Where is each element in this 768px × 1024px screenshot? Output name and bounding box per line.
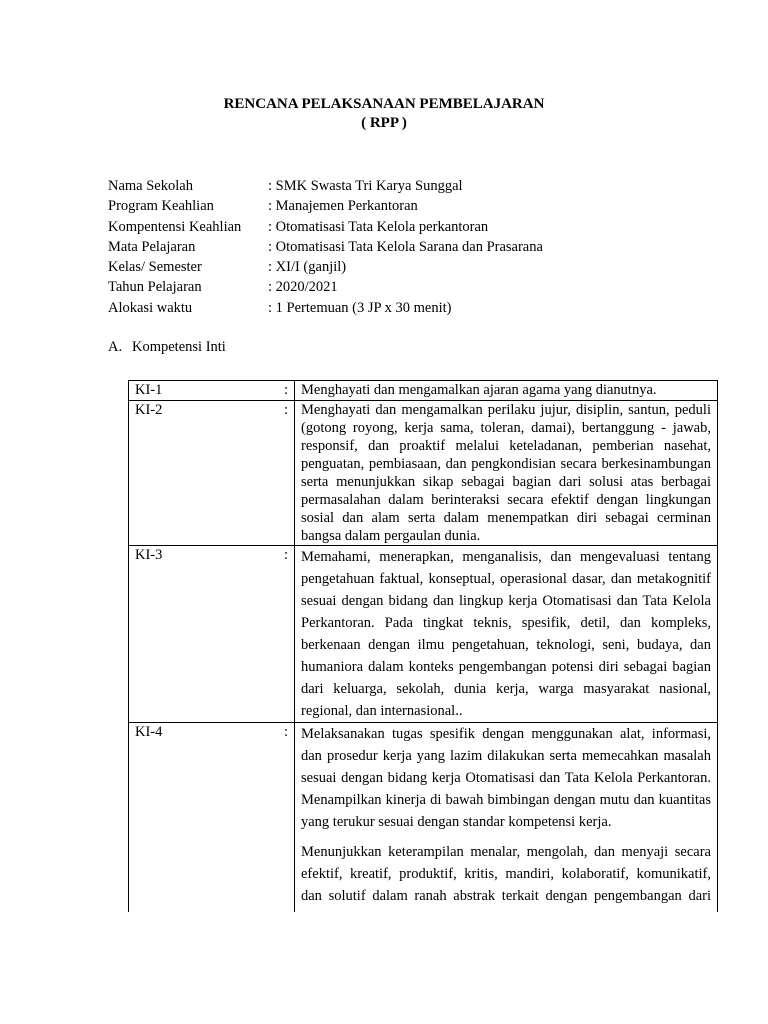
info-label: Alokasi waktu: [108, 299, 193, 316]
ki-code: KI-2: [135, 402, 163, 418]
info-value: : 2020/2021: [268, 279, 338, 296]
info-row-class: [108, 257, 543, 277]
ki-code-cell: [129, 381, 295, 401]
info-row-time: [108, 298, 543, 318]
info-value: : Otomatisasi Tata Kelola perkantoran: [268, 218, 489, 235]
info-label: Kelas/ Semester: [108, 259, 202, 276]
ki-description: [295, 401, 718, 546]
table-row: [129, 723, 718, 938]
info-row-school: [108, 176, 543, 196]
ki-code: KI-4: [135, 724, 163, 740]
ki-colon: :: [283, 382, 288, 398]
info-label: Mata Pelajaran: [108, 238, 196, 255]
ki-paragraph: Menghayati dan mengamalkan perilaku jujur, disiplin, santun, peduli (gotong royong, kerja sama, toleran, damai), bertanggung - jawab, responsif, dan proaktif melalui keteladanan, pemberian nasehat, penguatan, pembiasaan, dan pengkondisian secara berkesinambungan serta menunjukkan sikap sebagai bagian dari solusi atas berbagai permasalahan dalam berinteraksi secara efektif dengan lingkungan sosial dan alam serta dalam menempatkan diri sebagai cerminan bangsa dalam pergaulan dunia.: [301, 402, 711, 544]
table-row: [129, 401, 718, 546]
info-value: : Manajemen Perkantoran: [268, 198, 418, 215]
info-row-year: [108, 277, 543, 297]
ki-paragraph: Memahami, menerapkan, menganalisis, dan mengevaluasi tentang pengetahuan faktual, konseptual, operasional dasar, dan metakognitif sesuai dengan bidang dan lingkup kerja Otomatisasi dan Tata Kelola Perkantoran. Pada tingkat teknis, spesifik, detil, dan kompleks, berkenaan dengan ilmu pengetahuan, teknologi, seni, budaya, dan humaniora dalam konteks pengembangan potensi diri sebagai bagian dari keluarga, sekolah, dunia kerja, warga masyarakat nasional, regional, dan internasional..: [301, 549, 711, 719]
ki-description: [295, 546, 718, 723]
info-value: : 1 Pertemuan (3 JP x 30 menit): [268, 299, 452, 316]
section-number: A.: [108, 339, 123, 355]
info-label: Tahun Pelajaran: [108, 279, 202, 296]
document-subtitle: ( RPP ): [361, 115, 407, 131]
ki-paragraph: Menghayati dan mengamalkan ajaran agama yang dianutnya.: [301, 382, 657, 398]
ki-colon: :: [283, 724, 288, 740]
info-value: : SMK Swasta Tri Karya Sunggal: [268, 178, 463, 194]
info-row-competency: [108, 217, 543, 237]
ki-description: [295, 723, 718, 938]
page-bottom-margin: [0, 912, 768, 1024]
section-heading: [108, 339, 226, 356]
ki-colon: :: [283, 402, 288, 418]
info-label: Program Keahlian: [108, 198, 214, 215]
ki-code-cell: [129, 401, 295, 546]
info-row-subject: [108, 237, 543, 257]
info-row-program: [108, 196, 543, 216]
ki-paragraph: Menunjukkan keterampilan menalar, mengolah, dan menyaji secara efektif, kreatif, produktif, kritis, mandiri, kolaboratif, komunikatif, dan solutif dalam ranah abstrak terkait dengan pengembangan dari: [301, 844, 711, 904]
table-row: [129, 546, 718, 723]
document-title: RENCANA PELAKSANAAN PEMBELAJARAN: [223, 96, 545, 112]
info-label: Kompentensi Keahlian: [108, 218, 242, 235]
info-value: : XI/I (ganjil): [268, 259, 347, 276]
ki-code: KI-3: [135, 547, 163, 563]
school-info: [108, 176, 543, 318]
ki-table: [128, 380, 718, 938]
ki-colon: :: [283, 547, 288, 563]
ki-paragraph: Melaksanakan tugas spesifik dengan menggunakan alat, informasi, dan prosedur kerja yang lazim dilakukan serta memecahkan masalah sesuai dengan bidang kerja Otomatisasi dan Tata Kelola Perkantoran. Menampilkan kinerja di bawah bimbingan dengan mutu dan kuantitas yang terukur sesuai dengan standar kompetensi kerja.: [301, 726, 711, 830]
table-row: [129, 381, 718, 401]
section-title: Kompetensi Inti: [132, 339, 226, 355]
ki-code-cell: [129, 546, 295, 723]
info-label: Nama Sekolah: [108, 178, 193, 194]
info-value: : Otomatisasi Tata Kelola Sarana dan Prasarana: [268, 238, 543, 255]
ki-code: KI-1: [135, 382, 163, 398]
ki-code-cell: [129, 723, 295, 938]
ki-description: [295, 381, 718, 401]
